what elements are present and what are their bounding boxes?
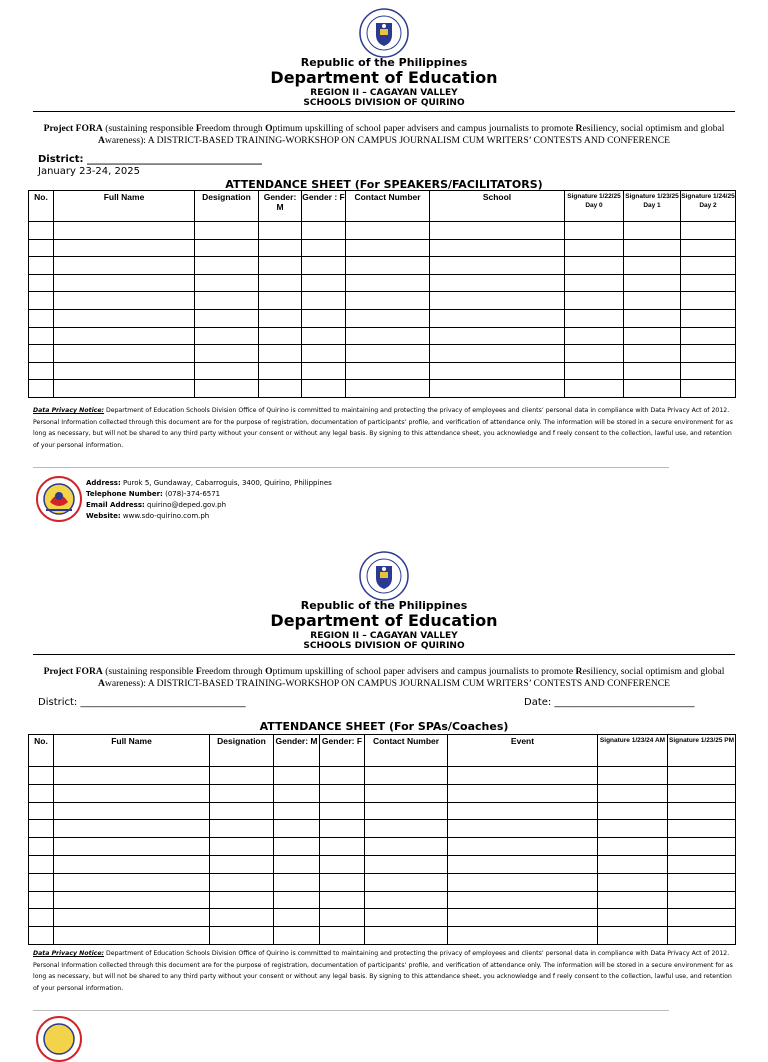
table-cell[interactable] <box>448 855 598 873</box>
privacy-notice: Data Privacy Notice: Department of Education Schools Division Office of Quirino is committed to maintaining and protecting the privacy of employees and clients’ personal data in compliance with Data Privacy Act of 2012. Personal Information collected through this document are for the purpose of registration, documentation of participants’ profile, and verification of attendance only. The information will be stored in a secure environment for as long as necessary, but will not be shared to any third party without your consent or without any legal basis. By signing to this attendance sheet, you acknowledge and f reely consent to the collection, lawful use, and retention of your personal information. <box>33 407 733 449</box>
table-cell[interactable] <box>274 820 320 838</box>
footer-contact <box>86 478 332 522</box>
table-cell[interactable] <box>365 784 448 802</box>
table-cell[interactable] <box>668 891 736 909</box>
republic-line-2: Republic of the Philippines <box>300 599 468 612</box>
table-cell[interactable] <box>29 891 54 909</box>
table-cell[interactable] <box>365 891 448 909</box>
table-cell[interactable] <box>598 927 668 945</box>
table-cell[interactable] <box>668 909 736 927</box>
table-cell[interactable] <box>598 909 668 927</box>
table-row <box>29 802 736 820</box>
table-cell[interactable] <box>681 309 736 327</box>
table-cell[interactable] <box>259 239 302 257</box>
table-cell[interactable] <box>29 820 54 838</box>
table-cell[interactable] <box>346 327 430 345</box>
table-cell[interactable] <box>29 257 54 275</box>
table-cell[interactable] <box>210 927 274 945</box>
table-cell[interactable] <box>624 274 681 292</box>
table-row <box>29 292 736 310</box>
table-cell[interactable] <box>29 362 54 380</box>
division-line: SCHOOLS DIVISION OF QUIRINO <box>303 98 465 108</box>
table-cell[interactable] <box>302 309 346 327</box>
table-cell[interactable] <box>54 309 195 327</box>
table-cell[interactable] <box>29 802 54 820</box>
table-cell[interactable] <box>274 767 320 785</box>
table-cell[interactable] <box>320 802 365 820</box>
col-designation: Designation <box>195 191 259 222</box>
table-cell[interactable] <box>565 239 624 257</box>
col-designation-2: Designation <box>210 735 274 767</box>
table-cell[interactable] <box>195 257 259 275</box>
table-cell[interactable] <box>259 309 302 327</box>
col-signature-day0: Signature 1/22/25 Day 0 <box>565 191 624 222</box>
table-cell[interactable] <box>624 292 681 310</box>
table-cell[interactable] <box>302 362 346 380</box>
table-cell[interactable] <box>320 927 365 945</box>
table-cell[interactable] <box>430 345 565 363</box>
footer-address: Address: Purok 5, Gundaway, Cabarroguis, 3400, Quirino, Philippines <box>86 479 332 487</box>
table-row <box>29 767 736 785</box>
table-row <box>29 327 736 345</box>
table-cell[interactable] <box>29 380 54 398</box>
table-cell[interactable] <box>302 327 346 345</box>
table-cell[interactable] <box>430 292 565 310</box>
table-cell[interactable] <box>54 257 195 275</box>
table-cell[interactable] <box>302 239 346 257</box>
table-cell[interactable] <box>430 222 565 240</box>
table-cell[interactable] <box>681 257 736 275</box>
table-cell[interactable] <box>681 327 736 345</box>
table-cell[interactable] <box>29 309 54 327</box>
table-cell[interactable] <box>565 292 624 310</box>
table-cell[interactable] <box>624 309 681 327</box>
table-cell[interactable] <box>598 838 668 856</box>
table-cell[interactable] <box>448 784 598 802</box>
table-row <box>29 345 736 363</box>
table-cell[interactable] <box>210 802 274 820</box>
table-cell[interactable] <box>598 784 668 802</box>
table-cell[interactable] <box>195 239 259 257</box>
table-row <box>29 257 736 275</box>
table-cell[interactable] <box>448 873 598 891</box>
table-cell[interactable] <box>681 274 736 292</box>
department-title: Department of Education <box>270 68 498 87</box>
footer-website: Website: www.sdo-quirino.com.ph <box>86 512 210 520</box>
division-line-2: SCHOOLS DIVISION OF QUIRINO <box>303 641 465 651</box>
table-cell[interactable] <box>365 767 448 785</box>
table-cell[interactable] <box>565 257 624 275</box>
table-cell[interactable] <box>448 767 598 785</box>
col-signature-pm: Signature 1/23/25 PM <box>668 735 736 767</box>
deped-seal-icon <box>359 8 409 58</box>
table-cell[interactable] <box>668 855 736 873</box>
table-cell[interactable] <box>365 909 448 927</box>
table-cell[interactable] <box>346 222 430 240</box>
table-cell[interactable] <box>210 855 274 873</box>
table-cell[interactable] <box>29 855 54 873</box>
header-rule-2 <box>33 654 735 655</box>
col-signature-am: Signature 1/23/24 AM <box>598 735 668 767</box>
table-cell[interactable] <box>430 362 565 380</box>
table-row <box>29 855 736 873</box>
table-cell[interactable] <box>54 927 210 945</box>
table-cell[interactable] <box>210 767 274 785</box>
department-title-2: Department of Education <box>270 611 498 630</box>
table-cell[interactable] <box>320 891 365 909</box>
district-field[interactable]: District: ___________________________________ <box>38 154 263 165</box>
attendance-title-coaches: ATTENDANCE SHEET (For SPAs/Coaches) <box>259 720 509 733</box>
table-cell[interactable] <box>346 345 430 363</box>
table-cell[interactable] <box>210 838 274 856</box>
table-cell[interactable] <box>54 222 195 240</box>
col-signature-day1: Signature 1/23/25 Day 1 <box>624 191 681 222</box>
table-row <box>29 362 736 380</box>
republic-line: Republic of the Philippines <box>300 56 468 69</box>
table-cell[interactable] <box>302 345 346 363</box>
col-school: School <box>430 191 565 222</box>
table-cell[interactable] <box>598 891 668 909</box>
sdo-quirino-logo-icon-2 <box>36 1016 82 1062</box>
attendance-title-speakers: ATTENDANCE SHEET (For SPEAKERS/FACILITATORS) <box>225 178 543 191</box>
table-cell[interactable] <box>54 784 210 802</box>
table-cell[interactable] <box>598 802 668 820</box>
table-cell[interactable] <box>320 909 365 927</box>
project-description-2: Project FORA (sustaining responsible Freedom through Optimum upskilling of school paper advisers and campus journalists to promote Resiliency, social optimism and global Awareness): A DISTRICT-BASED TRAINING-WORKSHOP ON CAMPUS JOURNALISM CUM WRITERS’ CONTESTS AND CONFERENCE <box>43 666 725 689</box>
table-cell[interactable] <box>29 838 54 856</box>
table-cell[interactable] <box>195 309 259 327</box>
table-cell[interactable] <box>302 257 346 275</box>
table-cell[interactable] <box>195 362 259 380</box>
table-cell[interactable] <box>448 802 598 820</box>
table-cell[interactable] <box>195 345 259 363</box>
table-cell[interactable] <box>430 274 565 292</box>
table-cell[interactable] <box>54 802 210 820</box>
table-cell[interactable] <box>565 274 624 292</box>
table-cell[interactable] <box>430 257 565 275</box>
table-cell[interactable] <box>668 784 736 802</box>
table-cell[interactable] <box>274 838 320 856</box>
col-gender-f: Gender : F <box>302 191 346 222</box>
table-cell[interactable] <box>668 802 736 820</box>
table-cell[interactable] <box>274 855 320 873</box>
col-contact: Contact Number <box>346 191 430 222</box>
table-cell[interactable] <box>598 820 668 838</box>
col-event: Event <box>448 735 598 767</box>
table-row <box>29 784 736 802</box>
table-cell[interactable] <box>54 855 210 873</box>
table-cell[interactable] <box>54 274 195 292</box>
table-cell[interactable] <box>54 239 195 257</box>
table-cell[interactable] <box>681 345 736 363</box>
table-cell[interactable] <box>259 362 302 380</box>
table-row <box>29 891 736 909</box>
footer-divider-2 <box>33 1010 669 1011</box>
date-field[interactable]: Date: ____________________________ <box>524 697 695 708</box>
table-cell[interactable] <box>365 802 448 820</box>
table-cell[interactable] <box>29 239 54 257</box>
table-cell[interactable] <box>624 239 681 257</box>
table-cell[interactable] <box>565 345 624 363</box>
header-rule <box>33 111 735 112</box>
table-cell[interactable] <box>54 891 210 909</box>
footer-phone: Telephone Number: (078)-374-6571 <box>86 490 221 498</box>
table-cell[interactable] <box>195 292 259 310</box>
table-cell[interactable] <box>302 222 346 240</box>
table-cell[interactable] <box>681 380 736 398</box>
table-cell[interactable] <box>430 239 565 257</box>
table-cell[interactable] <box>346 380 430 398</box>
table-cell[interactable] <box>624 345 681 363</box>
col-gender-f-2: Gender: F <box>320 735 365 767</box>
table-cell[interactable] <box>54 767 210 785</box>
table-cell[interactable] <box>668 820 736 838</box>
table-cell[interactable] <box>54 838 210 856</box>
table-cell[interactable] <box>668 927 736 945</box>
table-cell[interactable] <box>259 327 302 345</box>
table-row <box>29 820 736 838</box>
table-row <box>29 274 736 292</box>
table-cell[interactable] <box>259 345 302 363</box>
table-cell[interactable] <box>430 309 565 327</box>
table-cell[interactable] <box>210 820 274 838</box>
table-cell[interactable] <box>624 222 681 240</box>
table-row <box>29 309 736 327</box>
table-cell[interactable] <box>681 292 736 310</box>
table-cell[interactable] <box>54 873 210 891</box>
table-cell[interactable] <box>320 838 365 856</box>
table-cell[interactable] <box>565 327 624 345</box>
table-header-row-2 <box>29 735 736 767</box>
table-cell[interactable] <box>54 820 210 838</box>
table-cell[interactable] <box>29 767 54 785</box>
table-cell[interactable] <box>29 327 54 345</box>
table-row <box>29 873 736 891</box>
table-cell[interactable] <box>259 380 302 398</box>
table-row <box>29 927 736 945</box>
table-row <box>29 222 736 240</box>
table-cell[interactable] <box>320 820 365 838</box>
table-cell[interactable] <box>29 292 54 310</box>
table-cell[interactable] <box>29 927 54 945</box>
col-full-name: Full Name <box>54 191 195 222</box>
deped-seal-icon-2 <box>359 551 409 601</box>
table-cell[interactable] <box>624 380 681 398</box>
table-cell[interactable] <box>320 855 365 873</box>
sdo-quirino-logo-icon <box>36 476 82 522</box>
table-cell[interactable] <box>365 927 448 945</box>
table-cell[interactable] <box>274 784 320 802</box>
table-cell[interactable] <box>565 222 624 240</box>
table-cell[interactable] <box>54 909 210 927</box>
col-contact-2: Contact Number <box>365 735 448 767</box>
table-cell[interactable] <box>210 909 274 927</box>
table-cell[interactable] <box>448 909 598 927</box>
table-cell[interactable] <box>624 257 681 275</box>
table-cell[interactable] <box>668 838 736 856</box>
table-cell[interactable] <box>365 820 448 838</box>
table-cell[interactable] <box>29 909 54 927</box>
table-header-row <box>29 191 736 222</box>
col-gender-m-2: Gender: M <box>274 735 320 767</box>
table-cell[interactable] <box>448 891 598 909</box>
table-cell[interactable] <box>302 274 346 292</box>
table-cell[interactable] <box>195 327 259 345</box>
table-cell[interactable] <box>365 838 448 856</box>
col-full-name-2: Full Name <box>54 735 210 767</box>
table-cell[interactable] <box>346 239 430 257</box>
footer-email: Email Address: quirino@deped.gov.ph <box>86 501 227 509</box>
table-cell[interactable] <box>598 873 668 891</box>
table-cell[interactable] <box>302 292 346 310</box>
col-gender-m: Gender: M <box>259 191 302 222</box>
table-cell[interactable] <box>320 873 365 891</box>
table-cell[interactable] <box>274 873 320 891</box>
table-cell[interactable] <box>29 345 54 363</box>
project-description: Project FORA (sustaining responsible Freedom through Optimum upskilling of school paper advisers and campus journalists to promote Resiliency, social optimism and global Awareness): A DISTRICT-BASED TRAINING-WORKSHOP ON CAMPUS JOURNALISM CUM WRITERS’ CONTESTS AND CONFERENCE <box>43 123 725 146</box>
table-row <box>29 380 736 398</box>
table-cell[interactable] <box>346 257 430 275</box>
table-cell[interactable] <box>29 873 54 891</box>
event-date: January 23-24, 2025 <box>38 166 140 177</box>
table-cell[interactable] <box>320 784 365 802</box>
table-cell[interactable] <box>430 380 565 398</box>
table-cell[interactable] <box>430 327 565 345</box>
table-cell[interactable] <box>274 802 320 820</box>
table-cell[interactable] <box>274 927 320 945</box>
table-row <box>29 239 736 257</box>
table-cell[interactable] <box>346 362 430 380</box>
table-cell[interactable] <box>346 292 430 310</box>
table-cell[interactable] <box>259 257 302 275</box>
table-cell[interactable] <box>29 222 54 240</box>
table-cell[interactable] <box>668 767 736 785</box>
table-cell[interactable] <box>54 380 195 398</box>
table-cell[interactable] <box>210 873 274 891</box>
table-cell[interactable] <box>365 873 448 891</box>
table-cell[interactable] <box>448 838 598 856</box>
col-no: No. <box>29 191 54 222</box>
table-cell[interactable] <box>195 380 259 398</box>
table-cell[interactable] <box>565 309 624 327</box>
col-signature-day2: Signature 1/24/25 Day 2 <box>681 191 736 222</box>
attendance-table-coaches <box>28 734 736 945</box>
table-cell[interactable] <box>346 274 430 292</box>
table-cell[interactable] <box>448 820 598 838</box>
table-cell[interactable] <box>29 784 54 802</box>
table-cell[interactable] <box>346 309 430 327</box>
region-line: REGION II – CAGAYAN VALLEY <box>310 88 458 98</box>
table-cell[interactable] <box>54 292 195 310</box>
table-row <box>29 838 736 856</box>
region-line-2: REGION II – CAGAYAN VALLEY <box>310 631 458 641</box>
table-cell[interactable] <box>259 292 302 310</box>
table-cell[interactable] <box>624 362 681 380</box>
privacy-notice-2: Data Privacy Notice: Department of Education Schools Division Office of Quirino is committed to maintaining and protecting the privacy of employees and clients’ personal data in compliance with Data Privacy Act of 2012. Personal Information collected through this document are for the purpose of registration, documentation of participants’ profile, and verification of attendance only. The information will be stored in a secure environment for as long as necessary, but will not be shared to any third party without your consent or without any legal basis. By signing to this attendance sheet, you acknowledge and f reely consent to the collection, lawful use, and retention of your personal information. <box>33 950 733 992</box>
table-cell[interactable] <box>54 345 195 363</box>
table-cell[interactable] <box>54 327 195 345</box>
table-cell[interactable] <box>448 927 598 945</box>
table-cell[interactable] <box>195 274 259 292</box>
table-cell[interactable] <box>210 891 274 909</box>
table-cell[interactable] <box>681 222 736 240</box>
table-cell[interactable] <box>274 891 320 909</box>
table-row <box>29 909 736 927</box>
table-cell[interactable] <box>565 380 624 398</box>
table-cell[interactable] <box>365 855 448 873</box>
attendance-table-speakers <box>28 190 736 398</box>
table-cell[interactable] <box>565 362 624 380</box>
table-cell[interactable] <box>259 274 302 292</box>
table-cell[interactable] <box>302 380 346 398</box>
table-cell[interactable] <box>29 274 54 292</box>
table-cell[interactable] <box>681 239 736 257</box>
table-cell[interactable] <box>598 855 668 873</box>
table-cell[interactable] <box>598 767 668 785</box>
footer-divider <box>33 467 669 468</box>
table-cell[interactable] <box>210 784 274 802</box>
table-cell[interactable] <box>681 362 736 380</box>
table-cell[interactable] <box>259 222 302 240</box>
table-cell[interactable] <box>624 327 681 345</box>
table-cell[interactable] <box>320 767 365 785</box>
table-cell[interactable] <box>668 873 736 891</box>
col-no-2: No. <box>29 735 54 767</box>
table-cell[interactable] <box>274 909 320 927</box>
table-cell[interactable] <box>195 222 259 240</box>
district-field-2[interactable]: District: _________________________________ <box>38 697 246 708</box>
table-cell[interactable] <box>54 362 195 380</box>
